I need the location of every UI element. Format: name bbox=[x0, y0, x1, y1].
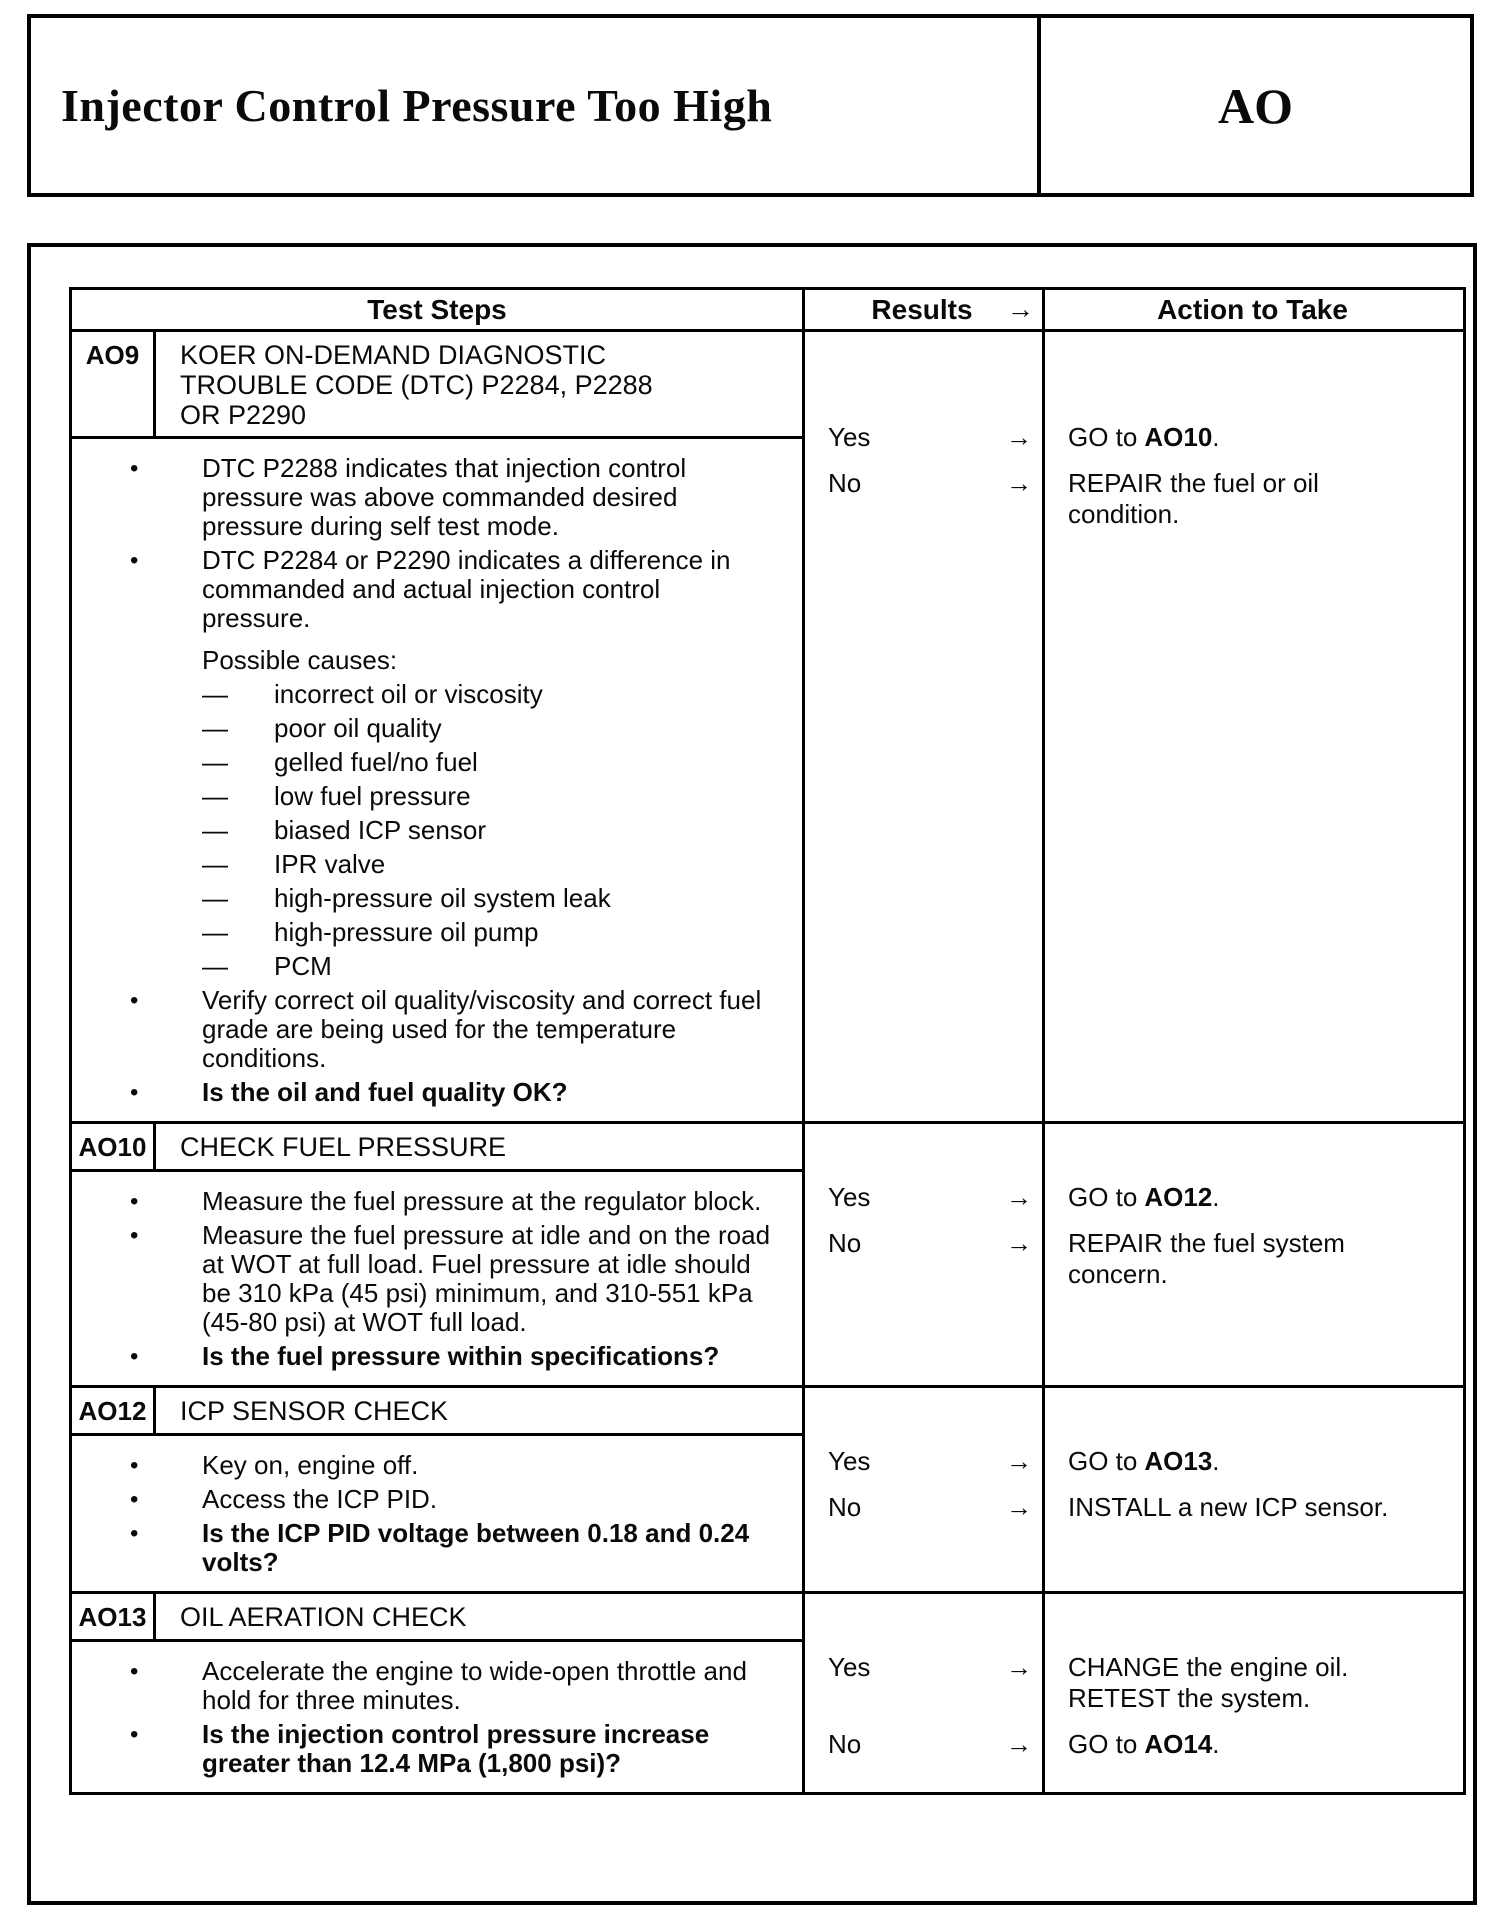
test-step bbox=[130, 918, 774, 947]
procedure-code-cell bbox=[1041, 18, 1470, 193]
test-step bbox=[130, 714, 774, 743]
result-arrow-icon: → bbox=[1006, 1652, 1032, 1682]
test-steps-body bbox=[72, 1642, 802, 1792]
table-header-row bbox=[72, 290, 1463, 332]
dash-icon: — bbox=[202, 815, 228, 845]
test-section-ao9 bbox=[72, 332, 1463, 1121]
action-segment: INSTALL a new ICP sensor. bbox=[1068, 1492, 1389, 1522]
result-action-row bbox=[802, 1492, 1463, 1523]
diagnostic-table-box bbox=[27, 243, 1477, 1905]
action-text bbox=[1042, 1652, 1463, 1714]
column-divider-line bbox=[802, 1124, 805, 1385]
result-action-row bbox=[802, 1652, 1463, 1714]
test-step bbox=[130, 748, 774, 777]
dash-icon: — bbox=[202, 849, 228, 879]
dash-icon: — bbox=[202, 713, 228, 743]
procedure-title-box bbox=[27, 14, 1474, 197]
test-id-label: AO12 bbox=[72, 1388, 156, 1433]
test-steps-column bbox=[72, 1594, 802, 1792]
test-title: ICP SENSOR CHECK bbox=[180, 1396, 449, 1426]
action-target-id: AO10 bbox=[1144, 422, 1213, 452]
results-actions-column bbox=[802, 1388, 1463, 1591]
test-section-ao12 bbox=[72, 1385, 1463, 1591]
table-sections bbox=[72, 332, 1463, 1792]
section-header-row bbox=[72, 1124, 802, 1172]
test-id-label: AO13 bbox=[72, 1594, 156, 1639]
action-segment: GO to bbox=[1068, 422, 1138, 452]
result-cell bbox=[802, 1446, 1042, 1477]
step-text: Measure the fuel pressure at idle and on the road at WOT at full load. Fuel pressure at idle should be 310 kPa (45 psi) minimum, and 310-551 kPa (45-80 psi) at WOT full load. bbox=[202, 1220, 771, 1337]
result-label: Yes bbox=[828, 1652, 871, 1682]
action-text bbox=[1042, 1446, 1463, 1477]
result-label: Yes bbox=[828, 1446, 871, 1476]
test-step bbox=[130, 1221, 774, 1337]
result-arrow-icon: → bbox=[1006, 1228, 1032, 1258]
test-step bbox=[130, 1187, 774, 1216]
column-divider-line bbox=[1042, 1594, 1045, 1792]
result-label: Yes bbox=[828, 422, 871, 452]
action-segment: GO to bbox=[1068, 1182, 1138, 1212]
test-section-ao10 bbox=[72, 1121, 1463, 1385]
procedure-code: AO bbox=[1218, 77, 1293, 134]
result-label: No bbox=[828, 468, 862, 498]
test-steps-column bbox=[72, 1124, 802, 1385]
test-step bbox=[130, 454, 774, 541]
test-steps-body bbox=[72, 1436, 802, 1591]
action-text bbox=[1042, 468, 1463, 530]
step-text: Accelerate the engine to wide-open throttle and hold for three minutes. bbox=[202, 1656, 747, 1715]
column-divider-line bbox=[802, 1388, 805, 1591]
results-actions-column bbox=[802, 1124, 1463, 1385]
test-title: KOER ON-DEMAND DIAGNOSTIC TROUBLE CODE (DTC) P2284, P2288 OR P2290 bbox=[180, 340, 653, 430]
dash-icon: — bbox=[202, 747, 228, 777]
action-segment: . bbox=[1212, 422, 1220, 452]
action-segment: REPAIR the fuel system concern. bbox=[1068, 1228, 1345, 1289]
action-segment: . bbox=[1212, 1446, 1220, 1476]
bullet-icon: • bbox=[130, 1658, 139, 1685]
test-step bbox=[130, 1657, 774, 1715]
column-divider-line bbox=[1042, 290, 1045, 329]
step-text: Verify correct oil quality/viscosity and correct fuel grade are being used for the temperature conditions. bbox=[202, 985, 762, 1073]
step-text: incorrect oil or viscosity bbox=[274, 679, 543, 709]
test-step bbox=[130, 782, 774, 811]
test-title: OIL AERATION CHECK bbox=[180, 1602, 467, 1632]
test-step bbox=[130, 952, 774, 981]
bullet-icon: • bbox=[130, 1486, 139, 1513]
column-header-results bbox=[802, 294, 1042, 326]
test-step bbox=[130, 1451, 774, 1480]
procedure-title-cell bbox=[31, 18, 1041, 193]
test-step bbox=[130, 1485, 774, 1514]
bullet-icon: • bbox=[130, 1520, 139, 1547]
action-segment: REPAIR the fuel or oil condition. bbox=[1068, 468, 1319, 529]
step-text: Measure the fuel pressure at the regulator block. bbox=[202, 1186, 762, 1216]
action-text bbox=[1042, 1182, 1463, 1213]
result-action-row bbox=[802, 1228, 1463, 1290]
test-step bbox=[130, 850, 774, 879]
test-step bbox=[130, 1519, 774, 1577]
test-title: CHECK FUEL PRESSURE bbox=[180, 1132, 507, 1162]
test-step bbox=[130, 680, 774, 709]
step-text: high-pressure oil system leak bbox=[274, 883, 611, 913]
action-target-id: AO12 bbox=[1144, 1182, 1213, 1212]
result-arrow-icon: → bbox=[1006, 422, 1032, 452]
result-label: No bbox=[828, 1228, 862, 1258]
dash-icon: — bbox=[202, 883, 228, 913]
results-actions-column bbox=[802, 332, 1463, 1121]
action-segment: GO to bbox=[1068, 1446, 1138, 1476]
dash-icon: — bbox=[202, 917, 228, 947]
result-cell bbox=[802, 468, 1042, 530]
result-label: No bbox=[828, 1729, 862, 1759]
column-divider-line bbox=[802, 1594, 805, 1792]
test-step bbox=[130, 1078, 774, 1107]
step-text: Is the oil and fuel quality OK? bbox=[202, 1077, 568, 1107]
action-text bbox=[1042, 1729, 1463, 1760]
result-cell bbox=[802, 1729, 1042, 1760]
step-text: gelled fuel/no fuel bbox=[274, 747, 478, 777]
action-text bbox=[1042, 1492, 1463, 1523]
bullet-icon: • bbox=[130, 1188, 139, 1215]
test-steps-column bbox=[72, 1388, 802, 1591]
bullet-icon: • bbox=[130, 1452, 139, 1479]
dash-icon: — bbox=[202, 781, 228, 811]
column-divider-line bbox=[1042, 1388, 1045, 1591]
column-header-action: Action to Take bbox=[1157, 293, 1348, 325]
step-text: Is the injection control pressure increase greater than 12.4 MPa (1,800 psi)? bbox=[202, 1719, 710, 1778]
action-segment: . bbox=[1212, 1182, 1220, 1212]
test-step bbox=[130, 884, 774, 913]
pinpoint-test-table bbox=[69, 287, 1466, 1795]
section-header-row bbox=[72, 1388, 802, 1436]
procedure-title: Injector Control Pressure Too High bbox=[61, 80, 773, 131]
test-step bbox=[130, 1342, 774, 1371]
step-text: Access the ICP PID. bbox=[202, 1484, 438, 1514]
section-header-row bbox=[72, 332, 802, 439]
step-text: high-pressure oil pump bbox=[274, 917, 539, 947]
test-id-label: AO9 bbox=[72, 332, 156, 436]
step-text: IPR valve bbox=[274, 849, 386, 879]
result-cell bbox=[802, 422, 1042, 453]
result-action-row bbox=[802, 422, 1463, 453]
bullet-icon: • bbox=[130, 1222, 139, 1249]
step-text: Possible causes: bbox=[202, 645, 398, 675]
step-text: Key on, engine off. bbox=[202, 1450, 419, 1480]
result-label: Yes bbox=[828, 1182, 871, 1212]
result-arrow-icon: → bbox=[1006, 1729, 1032, 1759]
section-header-row bbox=[72, 1594, 802, 1642]
test-steps-body bbox=[72, 439, 802, 1121]
result-action-row bbox=[802, 1446, 1463, 1477]
bullet-icon: • bbox=[130, 1079, 139, 1106]
test-step bbox=[130, 1720, 774, 1778]
column-header-results-label: Results bbox=[871, 293, 973, 325]
action-target-id: AO14 bbox=[1144, 1729, 1213, 1759]
test-steps-body bbox=[72, 1172, 802, 1385]
step-text: Is the fuel pressure within specifications? bbox=[202, 1341, 720, 1371]
result-cell bbox=[802, 1652, 1042, 1714]
test-steps-column bbox=[72, 332, 802, 1121]
result-action-row bbox=[802, 468, 1463, 530]
test-step bbox=[130, 986, 774, 1073]
result-action-row bbox=[802, 1729, 1463, 1760]
results-arrow-icon: → bbox=[1007, 293, 1034, 324]
action-segment: . bbox=[1212, 1729, 1220, 1759]
test-step bbox=[130, 646, 774, 675]
result-cell bbox=[802, 1228, 1042, 1290]
action-text bbox=[1042, 422, 1463, 453]
test-step bbox=[130, 816, 774, 845]
column-divider-line bbox=[1042, 1124, 1045, 1385]
result-label: No bbox=[828, 1492, 862, 1522]
action-text bbox=[1042, 1228, 1463, 1290]
bullet-icon: • bbox=[130, 1343, 139, 1370]
result-arrow-icon: → bbox=[1006, 468, 1032, 498]
result-action-row bbox=[802, 1182, 1463, 1213]
result-arrow-icon: → bbox=[1006, 1182, 1032, 1212]
bullet-icon: • bbox=[130, 1721, 139, 1748]
test-section-ao13 bbox=[72, 1591, 1463, 1792]
result-arrow-icon: → bbox=[1006, 1446, 1032, 1476]
step-text: Is the ICP PID voltage between 0.18 and 0.24 volts? bbox=[202, 1518, 750, 1577]
results-actions-column bbox=[802, 1594, 1463, 1792]
action-target-id: AO13 bbox=[1144, 1446, 1213, 1476]
dash-icon: — bbox=[202, 679, 228, 709]
column-divider-line bbox=[1042, 332, 1045, 1121]
step-text: PCM bbox=[274, 951, 332, 981]
action-segment: CHANGE the engine oil. RETEST the system. bbox=[1068, 1652, 1349, 1713]
test-id-label: AO10 bbox=[72, 1124, 156, 1169]
column-header-test-steps: Test Steps bbox=[367, 293, 507, 325]
step-text: biased ICP sensor bbox=[274, 815, 486, 845]
result-cell bbox=[802, 1492, 1042, 1523]
bullet-icon: • bbox=[130, 547, 139, 574]
step-text: DTC P2288 indicates that injection control pressure was above commanded desired pressure during self test mode. bbox=[202, 453, 687, 541]
action-segment: GO to bbox=[1068, 1729, 1138, 1759]
step-text: poor oil quality bbox=[274, 713, 442, 743]
bullet-icon: • bbox=[130, 455, 139, 482]
dash-icon: — bbox=[202, 951, 228, 981]
column-divider-line bbox=[802, 332, 805, 1121]
result-arrow-icon: → bbox=[1006, 1492, 1032, 1522]
bullet-icon: • bbox=[130, 987, 139, 1014]
test-step bbox=[130, 546, 774, 633]
step-text: DTC P2284 or P2290 indicates a difference in commanded and actual injection control pressure. bbox=[202, 545, 731, 633]
result-cell bbox=[802, 1182, 1042, 1213]
step-text: low fuel pressure bbox=[274, 781, 471, 811]
